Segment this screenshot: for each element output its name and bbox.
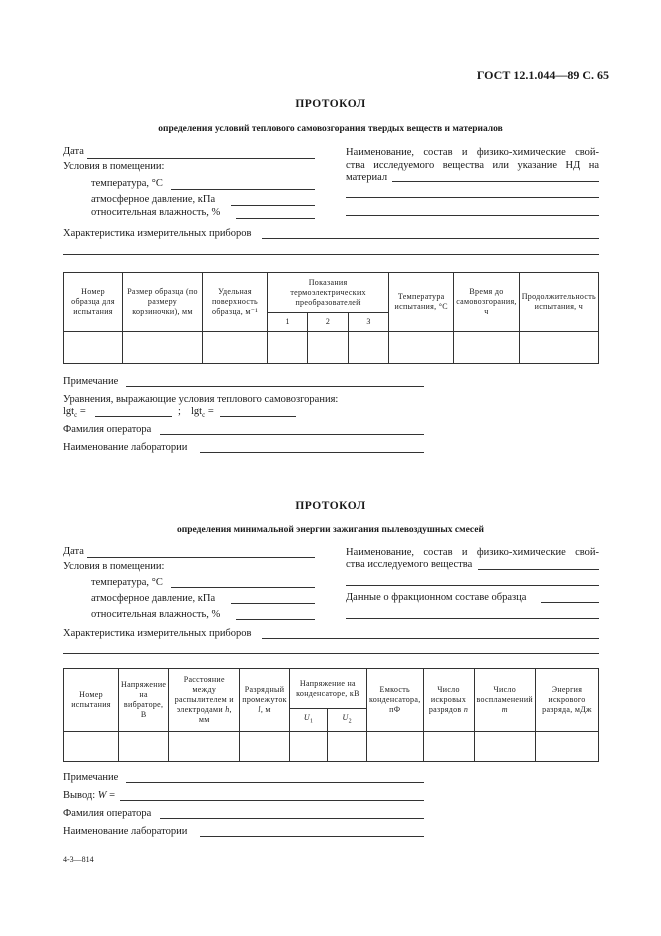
table-row — [64, 731, 599, 761]
p2-note-field[interactable] — [126, 782, 424, 783]
p2-instruments-label: Характеристика измерительных приборов — [63, 628, 252, 639]
p1-cell[interactable] — [519, 331, 598, 363]
p2-cell[interactable] — [474, 731, 535, 761]
p1-equation-sep: ; — [178, 406, 181, 417]
p2-cell[interactable] — [119, 731, 169, 761]
p1-table — [63, 272, 599, 364]
p2-th-test: Номер испытания — [64, 669, 119, 732]
p2-lab-label: Наименование лаборатории — [63, 826, 188, 837]
p1-th-thermo: Показания термоэлектрических преобразователей — [268, 273, 389, 313]
protocol1-subtitle: определения условий теплового самовозгорания твердых веществ и материалов — [158, 124, 503, 134]
p2-lab-field[interactable] — [200, 836, 424, 837]
p1-instruments-field-1[interactable] — [262, 238, 599, 239]
p1-cell[interactable] — [123, 331, 203, 363]
p1-instruments-label: Характеристика измерительных приборов — [63, 228, 252, 239]
p2-operator-label: Фамилия оператора — [63, 808, 152, 819]
p1-conditions-label: Условия в помещении: — [63, 161, 165, 172]
p1-substance-field-1[interactable] — [392, 181, 599, 182]
p2-fraction-field-1[interactable] — [541, 602, 599, 603]
p2-cell[interactable] — [169, 731, 240, 761]
p2-cell[interactable] — [536, 731, 599, 761]
p2-substance-field-2[interactable] — [346, 585, 599, 586]
p1-right-text-2: ства исследуемого вещества или указание НД на — [346, 160, 599, 171]
p2-conditions-label: Условия в помещении: — [63, 561, 165, 572]
p1-note-label: Примечание — [63, 376, 119, 387]
page-header: ГОСТ 12.1.044—89 С. 65 — [476, 68, 609, 82]
p1-th-temp: Температура испытания, °С — [389, 273, 454, 332]
p1-equation-2-field[interactable] — [220, 416, 296, 417]
protocol2-title: ПРОТОКОЛ — [295, 500, 366, 512]
p1-th-sub-2: 2 — [308, 313, 348, 331]
p2-th-u1: $U_1$ — [289, 709, 328, 731]
p2-substance-field-1[interactable] — [478, 569, 599, 570]
p2-temperature-field[interactable] — [171, 587, 315, 588]
p2-th-sparks: Число искровых разрядов n — [423, 669, 474, 732]
p2-cell[interactable] — [367, 731, 424, 761]
p1-instruments-field-2[interactable] — [63, 254, 599, 255]
p2-th-capvoltage: Напряжение на конденсаторе, кВ — [289, 669, 366, 709]
p2-instruments-field-2[interactable] — [63, 653, 599, 654]
p2-table — [63, 668, 599, 762]
p2-th-voltage: Напряжение на вибраторе, В — [119, 669, 169, 732]
p1-humidity-label: относительная влажность, % — [91, 207, 221, 218]
p1-lab-field[interactable] — [200, 452, 424, 453]
p2-th-ignitions: Число воспламенений m — [474, 669, 535, 732]
p2-cell[interactable] — [423, 731, 474, 761]
p1-equation-1-field[interactable] — [95, 416, 172, 417]
p1-temperature-label: температура, °С — [91, 178, 163, 189]
p1-substance-field-3[interactable] — [346, 215, 599, 216]
p2-temperature-label: температура, °С — [91, 577, 163, 588]
p2-pressure-field[interactable] — [231, 603, 315, 604]
p2-humidity-label: относительная влажность, % — [91, 609, 221, 620]
protocol1-title: ПРОТОКОЛ — [295, 98, 366, 110]
p1-pressure-field[interactable] — [231, 205, 315, 206]
protocol2-subtitle: определения минимальной энергии зажигания пылевоздушных смесей — [177, 525, 484, 535]
p1-operator-label: Фамилия оператора — [63, 424, 152, 435]
p1-equation-1: lgt$_c$ = — [63, 406, 86, 420]
p2-date-label: Дата — [63, 546, 84, 557]
p2-date-field[interactable] — [87, 557, 315, 558]
p2-conclusion-label: Вывод: W = — [63, 790, 116, 801]
p1-cell[interactable] — [454, 331, 520, 363]
p1-lab-label: Наименование лаборатории — [63, 442, 188, 453]
p1-th-sub-1: 1 — [268, 313, 308, 331]
page-footer: 4-3—814 — [63, 855, 94, 864]
p1-cell[interactable] — [308, 331, 348, 363]
p1-right-text-1: Наименование, состав и физико-химические свой- — [346, 147, 599, 158]
p1-temperature-field[interactable] — [171, 189, 315, 190]
p1-cell[interactable] — [64, 331, 123, 363]
p2-right-text-3: Данные о фракционном составе образца — [346, 592, 527, 603]
p2-humidity-field[interactable] — [236, 619, 315, 620]
p2-th-capacity: Емкость конденсатора, пФ — [367, 669, 424, 732]
p2-cell[interactable] — [240, 731, 290, 761]
p1-substance-field-2[interactable] — [346, 197, 599, 198]
p1-humidity-field[interactable] — [236, 218, 315, 219]
p1-th-sub-3: 3 — [348, 313, 388, 331]
p2-cell[interactable] — [64, 731, 119, 761]
p2-right-text-1: Наименование, состав и физико-химические свой- — [346, 547, 599, 558]
table-row — [64, 331, 599, 363]
p2-fraction-field-2[interactable] — [346, 618, 599, 619]
p2-operator-field[interactable] — [160, 818, 424, 819]
p2-th-u2: $U_2$ — [328, 709, 367, 731]
p1-date-label: Дата — [63, 146, 84, 157]
p2-cell[interactable] — [289, 731, 328, 761]
p2-pressure-label: атмосферное давление, кПа — [91, 593, 216, 604]
p1-operator-field[interactable] — [160, 434, 424, 435]
p1-th-surface: Удельная поверхность образца, м⁻¹ — [203, 273, 268, 332]
p1-note-field[interactable] — [126, 386, 424, 387]
p1-equations-label: Уравнения, выражающие условия теплового самовозгорания: — [63, 394, 339, 405]
p2-right-text-2: ства исследуемого вещества — [346, 559, 473, 570]
p2-th-distance: Расстояние между распылителем и электродами h, мм — [169, 669, 240, 732]
p1-th-size: Размер образца (по размеру корзиночки), мм — [123, 273, 203, 332]
p2-note-label: Примечание — [63, 772, 119, 783]
p1-th-sample: Номер образца для испытания — [64, 273, 123, 332]
p1-th-duration: Продолжительность испытания, ч — [519, 273, 598, 332]
p1-th-time: Время до самовозгорания, ч — [454, 273, 520, 332]
p2-th-energy: Энергия искрового разряда, мДж — [536, 669, 599, 732]
p2-cell[interactable] — [328, 731, 367, 761]
p1-right-text-3: материал — [346, 172, 388, 183]
p2-conclusion-field[interactable] — [120, 800, 424, 801]
p1-cell[interactable] — [348, 331, 388, 363]
p1-date-field[interactable] — [87, 158, 315, 159]
p1-equation-2: lgt$_c$ = — [191, 406, 214, 420]
p2-th-gap: Разрядный промежуток l, м — [240, 669, 290, 732]
p2-instruments-field-1[interactable] — [262, 638, 599, 639]
p1-cell[interactable] — [389, 331, 454, 363]
p1-cell[interactable] — [268, 331, 308, 363]
p1-cell[interactable] — [203, 331, 268, 363]
p1-pressure-label: атмосферное давление, кПа — [91, 194, 216, 205]
